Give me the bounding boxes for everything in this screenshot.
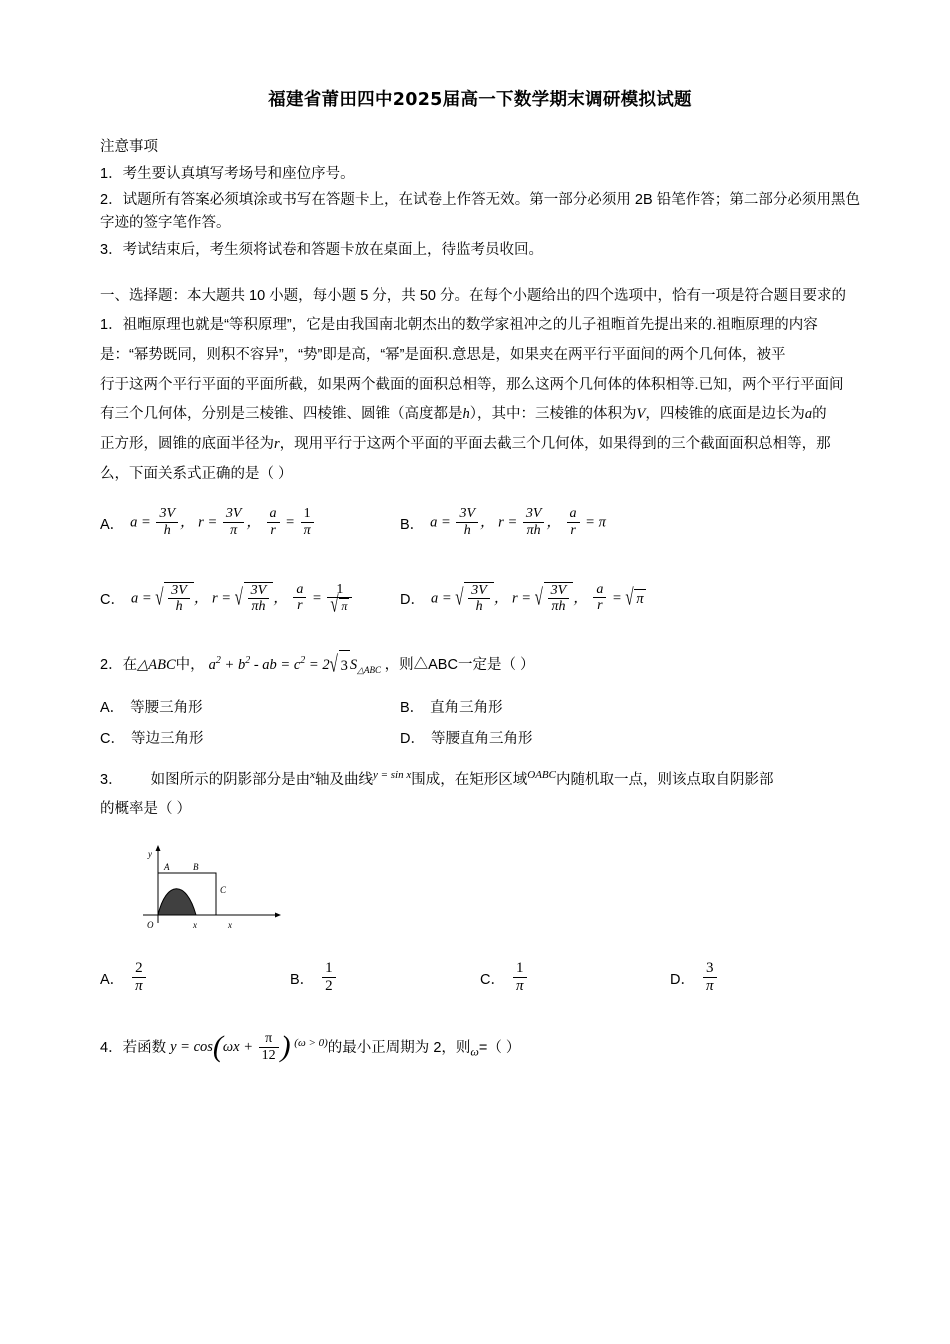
option-2D[interactable] bbox=[400, 727, 532, 748]
q4-tail: 的最小正周期为 2，则 bbox=[327, 1039, 471, 1056]
option-2C-text: 等边三角形 bbox=[130, 730, 204, 747]
option-1A-expr: a = $\frac{3V}{h}$ ， r = $\frac{3V}{\pi}$ ， $\frac{a}{r}$ = $\frac{1}{\pi}$ bbox=[130, 507, 315, 539]
option-2C-label: C． bbox=[100, 730, 125, 747]
question-2 bbox=[100, 650, 860, 748]
q1-t4a: 有三个几何体，分别是三棱锥、四棱锥、圆锥（高度都是 bbox=[100, 406, 463, 423]
q4-tail2: =（ ） bbox=[478, 1039, 521, 1056]
q1-t4b: ），其中：三棱锥的体积为 bbox=[469, 406, 637, 423]
q1-var-v: V bbox=[636, 406, 646, 423]
question-1-options-row-2 bbox=[100, 582, 860, 616]
q1-t4c: ，四棱锥的底面是边长为 bbox=[645, 406, 805, 423]
option-3B-value: $\frac{1}{2}$ bbox=[322, 960, 336, 995]
option-3B-label: B． bbox=[290, 971, 315, 988]
question-4-number: 4． bbox=[100, 1039, 123, 1056]
option-1B-label: B． bbox=[400, 517, 425, 534]
svg-text:x: x bbox=[193, 920, 197, 931]
q3-tc: 围成，在矩形区域 bbox=[411, 771, 528, 788]
q1-var-r: r bbox=[274, 435, 280, 452]
question-3-line-2: 的概率是（ ） bbox=[100, 801, 192, 818]
option-2C[interactable] bbox=[100, 727, 400, 748]
page-content bbox=[100, 88, 860, 1064]
question-1-text-1: 祖暅原理也就是“等积原理”，它是由我国南北朝杰出的数学家祖冲之的儿子祖暅首先提出来的.祖暅原理的内容 bbox=[122, 317, 818, 334]
option-2A-text: 等腰三角形 bbox=[130, 699, 203, 716]
notice-line-1: 1．考生要认真填写考场号和座位序号。 bbox=[100, 165, 355, 182]
notice-heading: 注意事项 bbox=[100, 138, 158, 155]
section-heading: 一、选择题：本大题共 10 小题，每小题 5 分，共 50 分。在每个小题给出的四个选项中，恰有一项是符合题目要求的 bbox=[100, 288, 846, 305]
q2-mid: ，则△ABC一定是（ ） bbox=[384, 657, 535, 674]
q1-t5a: 正方形，圆锥的底面半径为 bbox=[100, 435, 274, 452]
option-1A[interactable] bbox=[100, 507, 400, 539]
notice-line-3: 3．考试结束后，考生须将试卷和答题卡放在桌面上，待监考员收回。 bbox=[100, 241, 544, 258]
question-2-options-row-2 bbox=[100, 727, 860, 748]
question-3-line-1 bbox=[100, 764, 860, 796]
question-4 bbox=[100, 1032, 860, 1065]
option-1C-expr: a = √ $\frac{3V}{h}$ ， r = √ $\frac{3V}{\pi h}$ ， $\frac{a}{r}$ = 1 √ π bbox=[131, 582, 354, 616]
option-3A-label: A． bbox=[100, 971, 125, 988]
option-2A[interactable] bbox=[100, 696, 400, 717]
option-1B-expr: a = $\frac{3V}{h}$ ， r = $\frac{3V}{\pi h}$ ， $\frac{a}{r}$ = π bbox=[430, 506, 606, 539]
question-1-number: 1． bbox=[100, 317, 123, 334]
notice-line-2: 2．试题所有答案必须填涂或书写在答题卡上，在试卷上作答无效。第一部分必须用 2B 铅笔作答；第二部分必须用黑色字迹的签字笔作答。 bbox=[100, 191, 860, 232]
svg-text:B: B bbox=[193, 862, 199, 873]
svg-text:y: y bbox=[148, 849, 152, 860]
svg-text:A: A bbox=[164, 862, 170, 873]
svg-text:x: x bbox=[228, 920, 232, 931]
option-1C-label: C． bbox=[100, 592, 125, 609]
q4-lead: 若函数 bbox=[122, 1039, 167, 1056]
q3-curve: y = sin x bbox=[372, 768, 412, 781]
option-2A-label: A． bbox=[100, 699, 125, 716]
option-3A-value: $\frac{2}{\pi}$ bbox=[132, 960, 146, 995]
question-3 bbox=[100, 764, 860, 996]
q3-ta: 如图所示的阴影部分是由 bbox=[150, 771, 311, 788]
question-1-line-5 bbox=[100, 430, 860, 460]
question-1-line-3: 行于这两个平行平面的平面所截，如果两个截面的面积总相等，那么这两个几何体的体积相等.已知，两个平行平面间 bbox=[100, 376, 844, 393]
q4-formula: y = cos(ωx + $\frac{\pi}{12}$ ) bbox=[170, 1030, 291, 1064]
option-2D-text: 等腰直角三角形 bbox=[430, 730, 533, 747]
q3-tb: 轴及曲线 bbox=[314, 771, 373, 788]
svg-text:C: C bbox=[220, 885, 227, 896]
option-3D-value: $\frac{3}{\pi}$ bbox=[703, 960, 717, 995]
q1-t5b: ，现用平行于这两个平面的平面去截三个几何体，如果得到的三个截面面积总相等，那 bbox=[279, 435, 831, 452]
question-2-number: 2． bbox=[100, 657, 123, 674]
option-2D-label: D． bbox=[400, 730, 425, 747]
option-2B[interactable] bbox=[400, 696, 503, 717]
option-1D-expr: a = √ $\frac{3V}{h}$ ， r = √ $\frac{3V}{\pi h}$ ， $\frac{a}{r}$ = √ π bbox=[431, 582, 646, 616]
question-1-line-4 bbox=[100, 400, 860, 430]
question-1-line-2: 是：“幂势既同，则积不容异”，“势”即是高，“幂”是面积.意思是，如果夹在两平行平面间的两个几何体，被平 bbox=[100, 346, 786, 363]
option-1D-label: D． bbox=[400, 592, 425, 609]
q4-cond: (ω > 0) bbox=[294, 1036, 328, 1049]
q3-region: OABC bbox=[527, 768, 556, 781]
option-3C-label: C． bbox=[480, 971, 505, 988]
question-1-line-6: 么，下面关系式正确的是（ ） bbox=[100, 465, 293, 482]
q2-formula: $a^2 + b^2$ - ab = $c^2 = 2$ √ 3 $S_{\triangle ABC}$ bbox=[209, 657, 385, 673]
q1-var-h: h bbox=[462, 406, 470, 423]
question-1 bbox=[100, 311, 860, 616]
question-1-line-1 bbox=[100, 311, 860, 341]
option-1A-label: A． bbox=[100, 517, 125, 534]
q3-td: 内随机取一点，则该点取自阴影部 bbox=[555, 771, 774, 788]
option-2B-label: B． bbox=[400, 699, 425, 716]
question-2-line bbox=[100, 650, 860, 682]
q3-var-x: x bbox=[310, 768, 315, 781]
option-3C[interactable] bbox=[480, 961, 670, 996]
question-1-options-row-1 bbox=[100, 507, 860, 539]
q2-lead: 在△ABC中， bbox=[122, 657, 205, 674]
option-3B[interactable] bbox=[290, 961, 480, 996]
option-1C[interactable] bbox=[100, 582, 400, 616]
option-3D[interactable] bbox=[670, 961, 719, 996]
svg-text:O: O bbox=[147, 920, 154, 931]
q1-t4d: 的 bbox=[812, 406, 827, 423]
question-3-figure bbox=[138, 843, 860, 953]
question-3-options-row bbox=[100, 961, 860, 996]
page-title: 福建省莆田四中2025届高一下数学期末调研模拟试题 bbox=[268, 90, 692, 110]
question-3-number: 3． bbox=[100, 771, 123, 788]
q1-var-a: a bbox=[804, 406, 813, 423]
option-1D[interactable] bbox=[400, 582, 646, 616]
sine-shaded-figure bbox=[138, 843, 283, 948]
question-4-line bbox=[100, 1032, 860, 1065]
q4-var-omega: ω bbox=[470, 1044, 479, 1059]
option-2B-text: 直角三角形 bbox=[430, 699, 503, 716]
question-2-options-row-1 bbox=[100, 696, 860, 717]
option-3A[interactable] bbox=[100, 961, 290, 996]
option-1B[interactable] bbox=[400, 507, 606, 539]
option-3C-value: $\frac{1}{\pi}$ bbox=[513, 960, 527, 995]
option-3D-label: D． bbox=[670, 971, 695, 988]
